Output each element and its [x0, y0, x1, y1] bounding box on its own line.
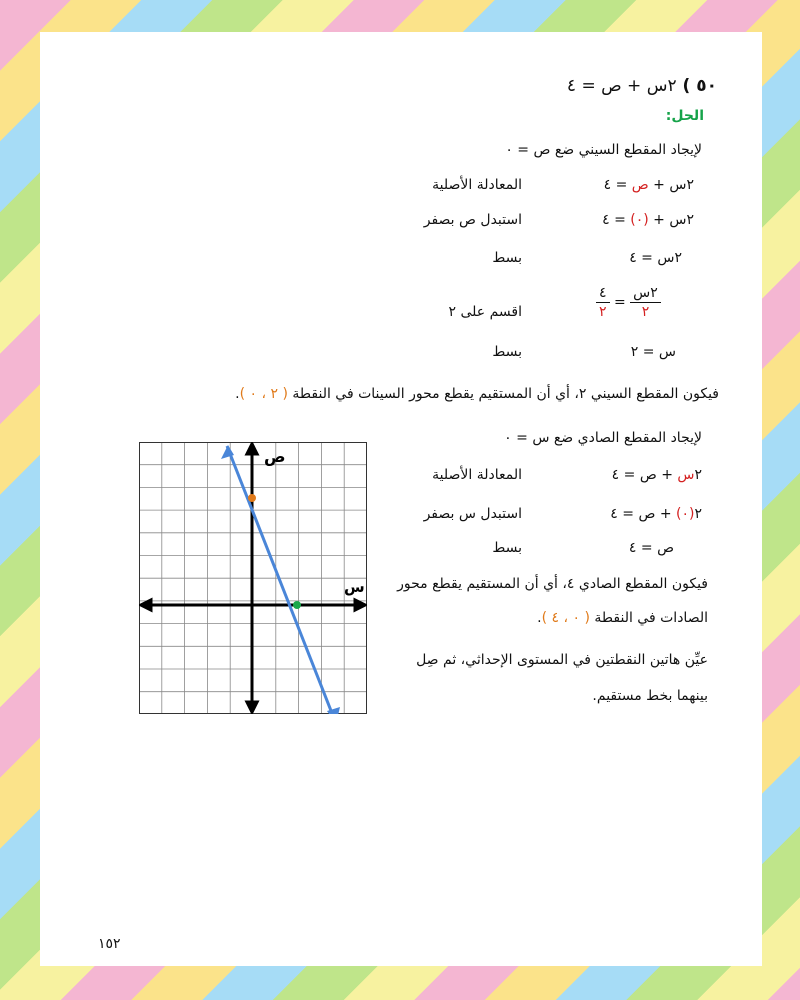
y-intercept-conclusion-1: فيكون المقطع الصادي ٤، أي أن المستقيم يقطع محور	[397, 576, 708, 592]
x-step-3-note: بسط	[492, 250, 522, 266]
instruction-line-1: عيِّن هاتين النقطتين في المستوى الإحداثي، ثم صِل	[416, 652, 708, 668]
y-step-1-expr: ٢س + ص = ٤	[611, 467, 702, 483]
coordinate-graph	[139, 442, 367, 714]
y-axis-label: ص	[264, 447, 286, 466]
y-step-3-expr: ص = ٤	[628, 540, 674, 556]
page-sheet	[40, 32, 762, 966]
y-step-2-note: استبدل س بصفر	[423, 506, 522, 522]
x-step-4-expr: $\frac{٤}{٢}$ = $\frac{\text{٢س}}{٢}$	[596, 284, 661, 321]
plotted-line	[227, 446, 337, 714]
x-step-2-expr: ٢س + (٠) = ٤	[602, 212, 694, 228]
page-number: ١٥٢	[98, 936, 121, 952]
fraction-left: $\frac{\text{٢س}}{٢}$	[630, 284, 661, 321]
y-intercept-dot	[248, 494, 256, 502]
x-intercept-intro: لإيجاد المقطع السيني ضع ص = ٠	[505, 142, 702, 158]
y-intercept-intro: لإيجاد المقطع الصادي ضع س = ٠	[504, 430, 702, 446]
x-step-5-expr: س = ٢	[630, 344, 676, 360]
x-step-3-expr: ٢س = ٤	[629, 250, 682, 266]
problem-header	[567, 76, 717, 96]
x-intercept-dot	[293, 601, 301, 609]
x-step-5-note: بسط	[492, 344, 522, 360]
y-step-1-note: المعادلة الأصلية	[432, 467, 522, 483]
problem-number: ٥٠	[696, 76, 717, 96]
x-intercept-conclusion: فيكون المقطع السيني ٢، أي أن المستقيم يقطع محور السينات في النقطة ( ٢ ، ٠ ).	[235, 386, 719, 402]
problem-equation: ٢س + ص = ٤	[566, 76, 677, 96]
y-intercept-point: ( ٠ ، ٤ )	[541, 610, 590, 626]
problem-paren: )	[682, 76, 691, 96]
x-step-2-note: استبدل ص بصفر	[423, 212, 522, 228]
x-step-1-expr: ٢س + ص = ٤	[603, 177, 694, 193]
x-intercept-point: ( ٢ ، ٠ )	[239, 386, 288, 402]
x-step-1-note: المعادلة الأصلية	[432, 177, 522, 193]
y-step-2-expr: ٢(٠) + ص = ٤	[610, 506, 702, 522]
x-step-4-note: اقسم على ٢	[448, 304, 522, 320]
x-axis-label: س	[344, 578, 365, 596]
instruction-line-2: بينهما بخط مستقيم.	[592, 688, 708, 704]
fraction-right: $\frac{٤}{٢}$	[596, 284, 610, 321]
solution-label: الحل:	[665, 108, 704, 124]
y-intercept-conclusion-2: الصادات في النقطة ( ٠ ، ٤ ).	[537, 610, 708, 626]
y-step-3-note: بسط	[492, 540, 522, 556]
